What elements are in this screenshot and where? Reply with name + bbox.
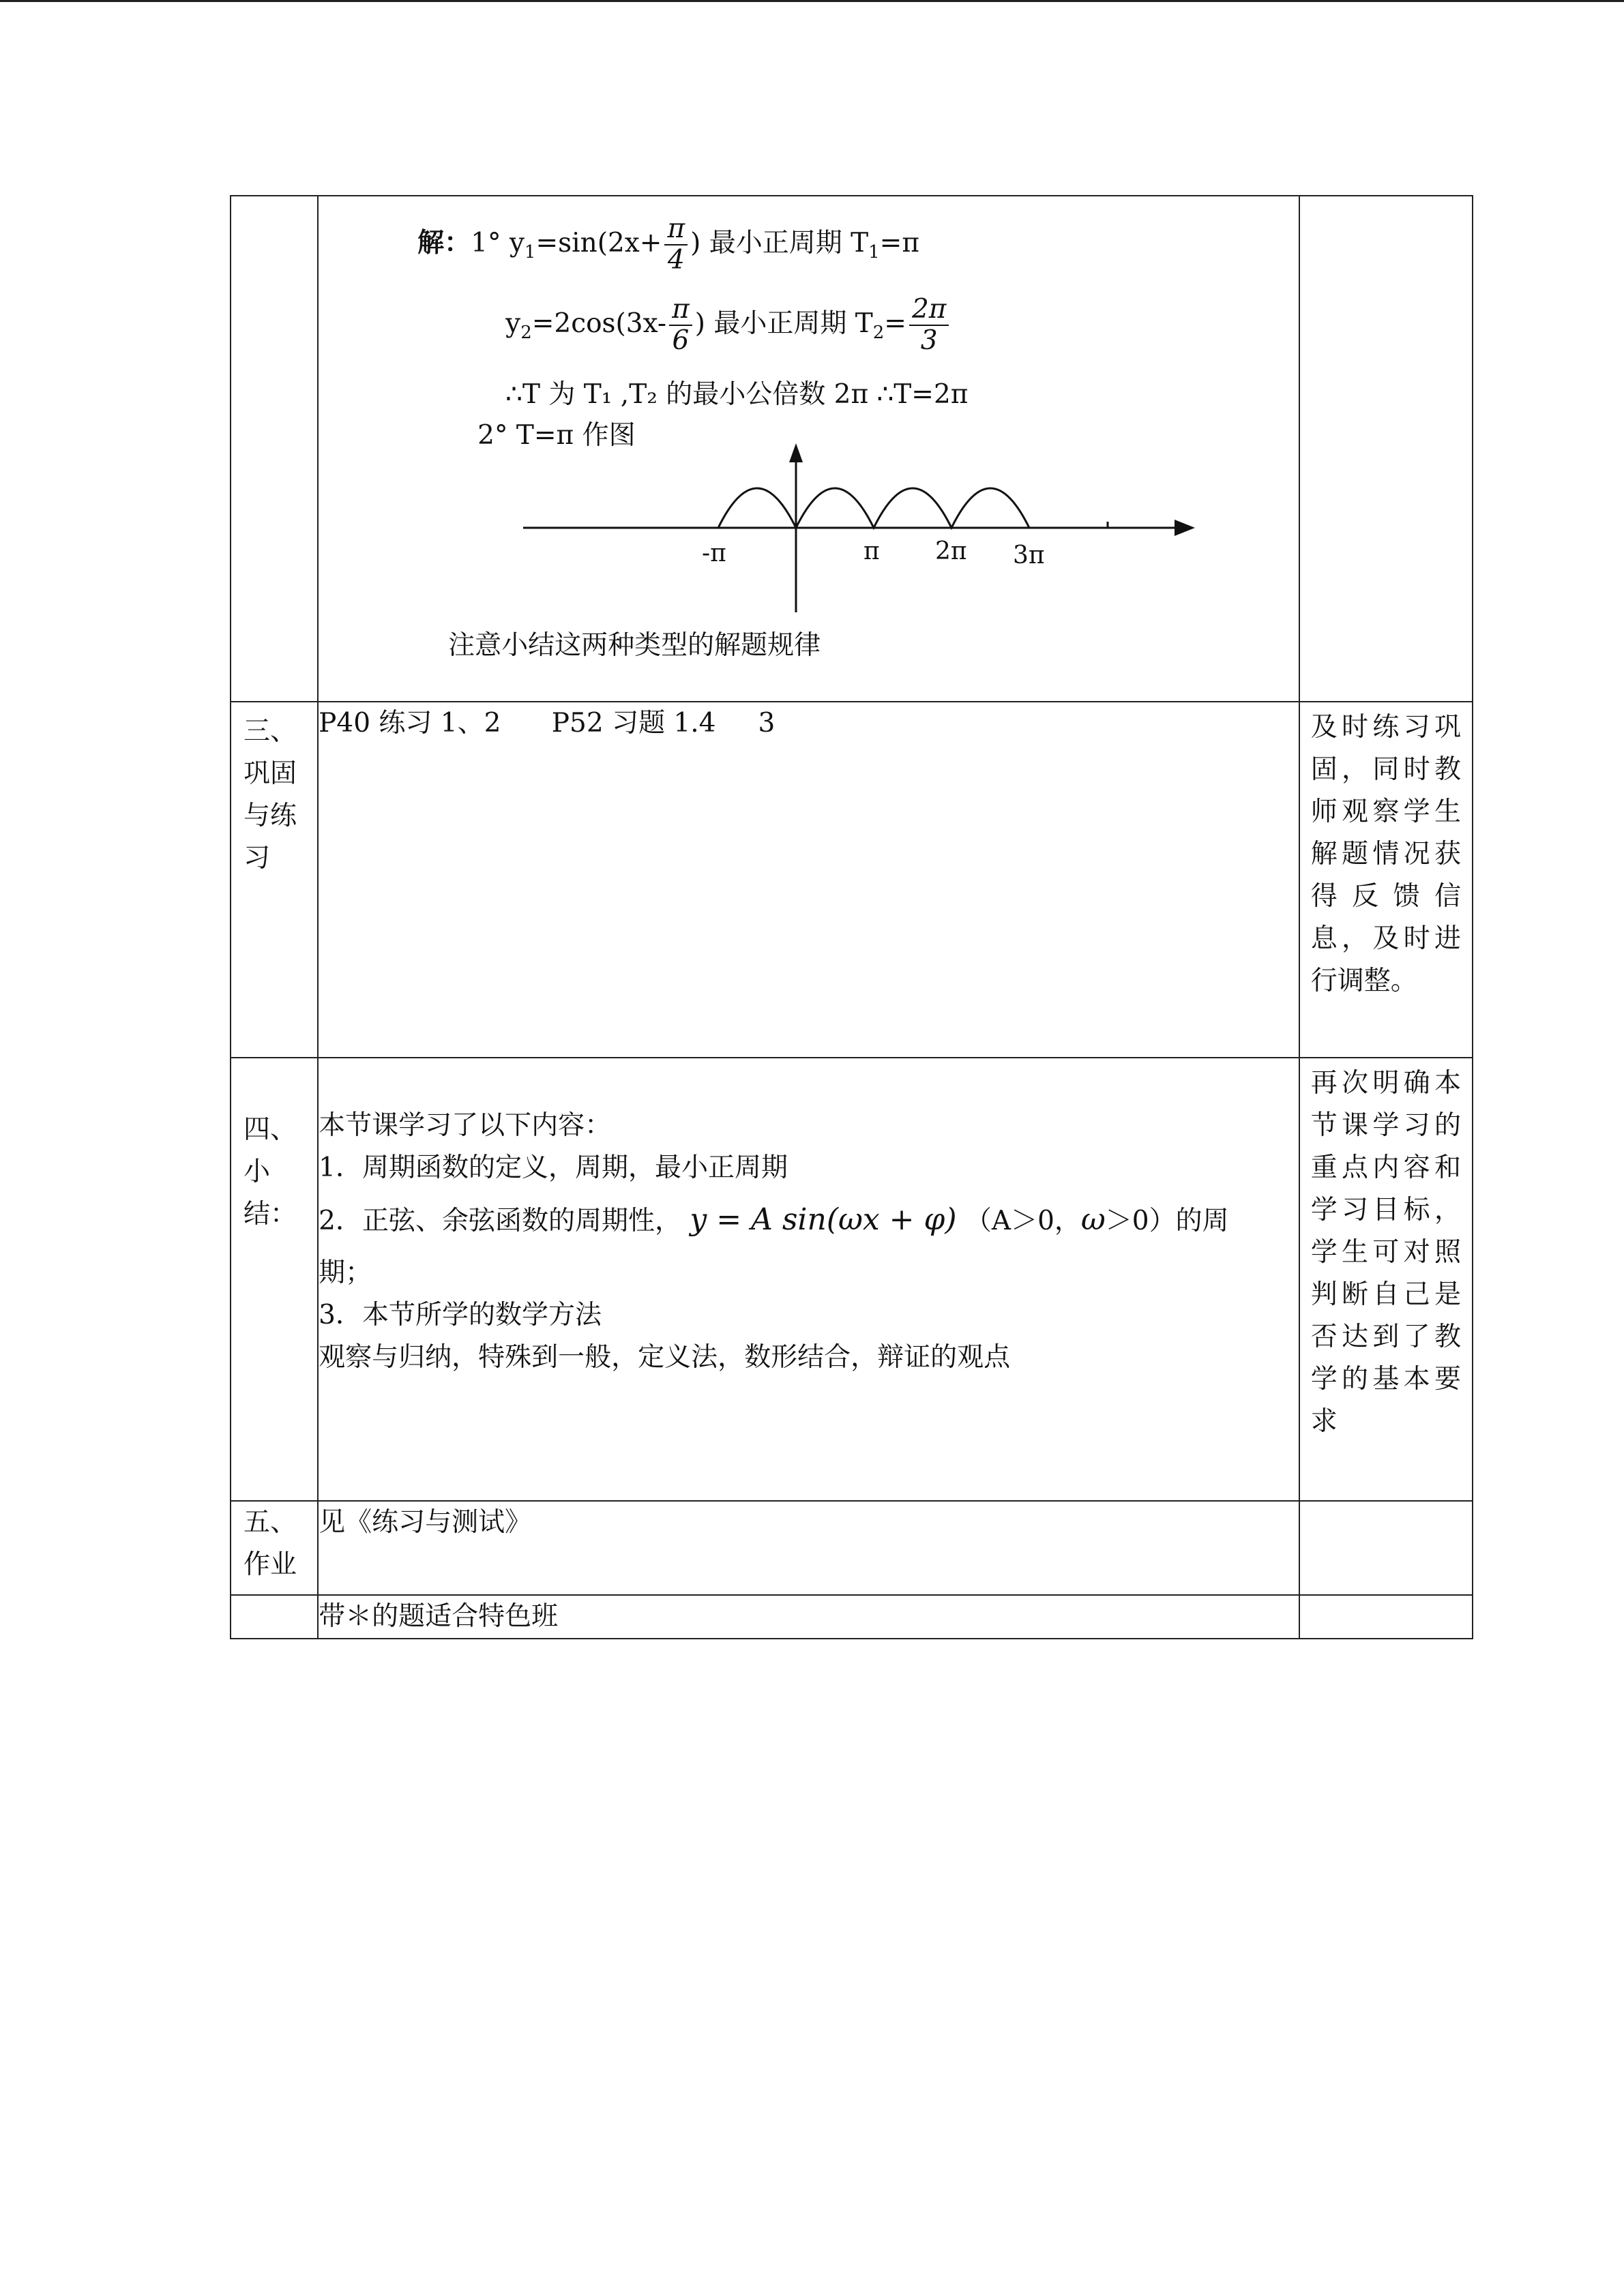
table-row: [231, 1501, 1473, 1595]
fraction: $\frac{2\pi}{3}$: [909, 295, 949, 356]
summary-item-3: 3．本节所学的数学方法: [319, 1300, 602, 1330]
row-note: [1299, 1501, 1473, 1595]
special-class-note: 带＊的题适合特色班: [319, 1601, 559, 1632]
table-row: [231, 1058, 1473, 1501]
lesson-plan-table: [230, 195, 1473, 1639]
fraction: $\frac{\pi}{6}$: [669, 295, 692, 356]
summary-item-1: 1．周期函数的定义，周期，最小正周期: [319, 1152, 788, 1183]
row-label: [231, 1595, 318, 1639]
row-content: [318, 1058, 1299, 1501]
summary-intro: 本节课学习了以下内容：: [319, 1110, 612, 1141]
summary-item-2: 2．正弦、余弦函数的周期性， y = A sin(ωx + φ) （A＞0，ω＞0）的周: [319, 1202, 1229, 1237]
formula: y = A sin(ωx + φ): [690, 1202, 957, 1237]
row-label: 五、 作业: [231, 1501, 318, 1595]
tick-label-pi: π: [863, 537, 880, 565]
row-note: [1299, 1595, 1473, 1639]
row-content: [318, 1501, 1299, 1595]
solution-line-4: 2° T=π 作图: [477, 420, 636, 451]
top-border-line: [0, 0, 1624, 2]
solution-cell: [318, 196, 1299, 702]
fraction: $\frac{\pi}{4}$: [664, 214, 688, 275]
solution-note: 注意小结这两种类型的解题规律: [448, 630, 821, 661]
row-note: 再次明确本节课学习的重点内容和学习目标，学生可对照判断自己是否达到了教学的基本要求: [1299, 1058, 1473, 1501]
summary-item-2-cont: 期；: [319, 1257, 372, 1288]
table-row: [231, 196, 1473, 702]
solution-line-1: 解：1° $y_1=\sin(2x+$ $\frac{\pi}{4}$ ) 最小正周期 $T_1=\pi$: [417, 213, 919, 275]
row-content: [318, 702, 1299, 1058]
x-axis-arrow: [1175, 520, 1195, 536]
abs-sine-curve: [718, 488, 1029, 528]
row-label: [231, 196, 318, 702]
row-label: 四、 小 结：: [231, 1058, 318, 1501]
practice-text: P40 练习 1、2 P52 习题 1.4 3: [319, 708, 776, 739]
y-axis-arrow: [789, 443, 803, 462]
row-note: [1299, 196, 1473, 702]
row-content: [318, 1595, 1299, 1639]
sine-graph: [523, 442, 1205, 612]
row-label: 三、 巩固 与练 习: [231, 702, 318, 1058]
table-row: [231, 702, 1473, 1058]
tick-label-3pi: 3π: [1013, 541, 1045, 569]
solution-line-2: $y_2=2\cos(3x-$ $\frac{\pi}{6}$ ) 最小正周期 $T_2=$ $\frac{2\pi}{3}$: [505, 295, 951, 356]
summary-item-4: 观察与归纳，特殊到一般，定义法，数形结合，辩证的观点: [319, 1342, 1011, 1373]
tick-label-neg-pi: -π: [702, 539, 726, 567]
homework-text: 见《练习与测试》: [319, 1507, 532, 1538]
solution-line-3: ∴T 为 T₁ ,T₂ 的最小公倍数 2π ∴T=2π: [505, 379, 969, 410]
tick-label-2pi: 2π: [935, 537, 967, 565]
table-row: [231, 1595, 1473, 1639]
row-note: 及时练习巩固，同时教师观察学生解题情况获得反馈信息，及时进行调整。: [1299, 702, 1473, 1058]
